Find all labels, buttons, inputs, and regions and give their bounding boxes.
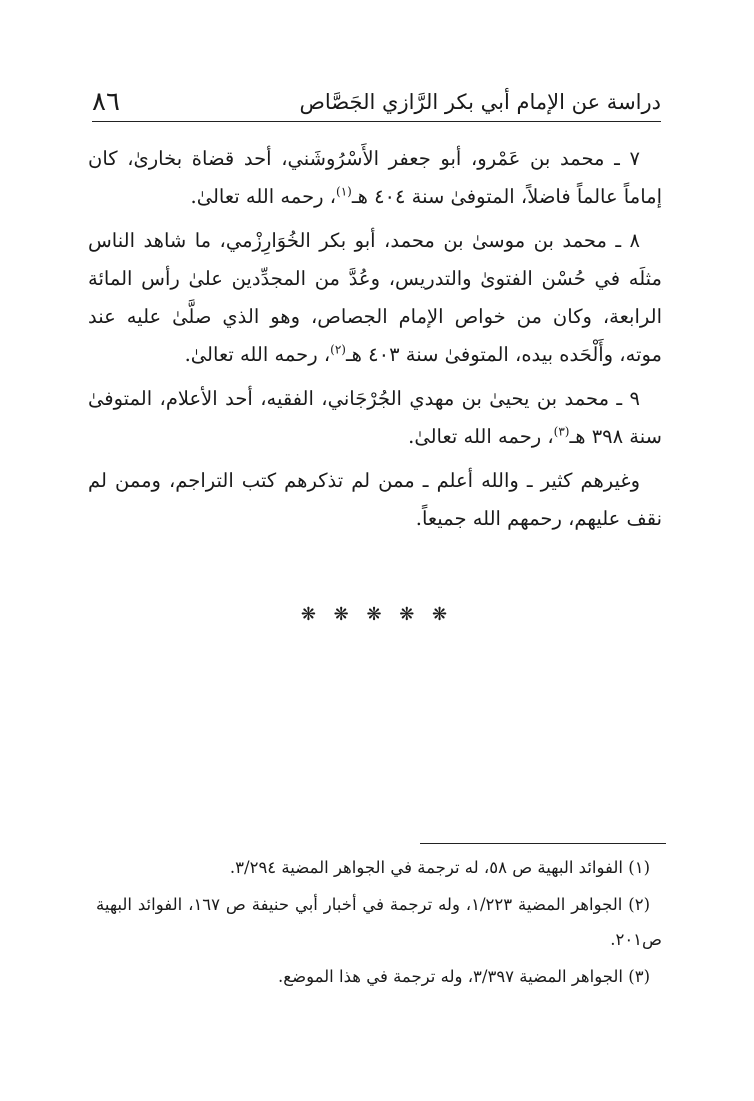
page-header (92, 82, 661, 122)
main-text (88, 140, 662, 544)
paragraph-entry-8: ٨ ـ محمد بن موسىٰ بن محمد، أبو بكر الخُوَارِزْمي، ما شاهد الناس مثلَه في حُسْن الفتوىٰ والتدريس، وعُدَّ من المجدِّدين علىٰ رأس المائة الرابعة، وكان من خواص الإمام الجصاص، وهو الذي صلَّىٰ عليه عند موته، وأَلْحَده بيده، المتوفىٰ سنة ٤٠٣ هـ$^{(٢)}$، رحمه الله تعالىٰ. (88, 229, 662, 366)
footnote-1: (١) الفوائد البهية ص ٥٨، له ترجمة في الجواهر المضية ٣/٢٩٤. (229, 858, 650, 877)
footnote-ref-1: (١) (336, 184, 352, 199)
page-number: ٨٦ (92, 87, 120, 117)
paragraph-closing: وغيرهم كثير ـ والله أعلم ـ ممن لم تذكرهم كتب التراجم، وممن لم نقف عليهم، رحمهم الله جميعاً. (88, 469, 662, 530)
section-separator: ❋ ❋ ❋ ❋ ❋ (300, 604, 454, 625)
running-title: دراسة عن الإمام أبي بكر الرَّازي الجَصَّاص (299, 90, 661, 114)
paragraph-entry-7: ٧ ـ محمد بن عَمْرو، أبو جعفر الأَسْرُوشَني، أحد قضاة بخارىٰ، كان إماماً عالماً فاضلاً، المتوفىٰ سنة ٤٠٤ هـ$^{(١)}$، رحمه الله تعالىٰ. (88, 147, 662, 208)
footnote-3: (٣) الجواهر المضية ٣/٣٩٧، وله ترجمة في هذا الموضع. (278, 967, 650, 986)
footnote-divider (420, 843, 666, 844)
footnotes (96, 850, 662, 996)
footnote-2: (٢) الجواهر المضية ١/٢٢٣، وله ترجمة في أخبار أبي حنيفة ص ١٦٧، الفوائد البهية ص٢٠١. (96, 895, 662, 949)
footnote-ref-2: (٢) (330, 342, 346, 357)
paragraph-entry-9: ٩ ـ محمد بن يحيىٰ بن مهدي الجُرْجَاني، الفقيه، أحد الأعلام، المتوفىٰ سنة ٣٩٨ هـ$^{(٣)}$، رحمه الله تعالىٰ. (88, 387, 662, 448)
footnote-ref-3: (٣) (553, 424, 570, 439)
